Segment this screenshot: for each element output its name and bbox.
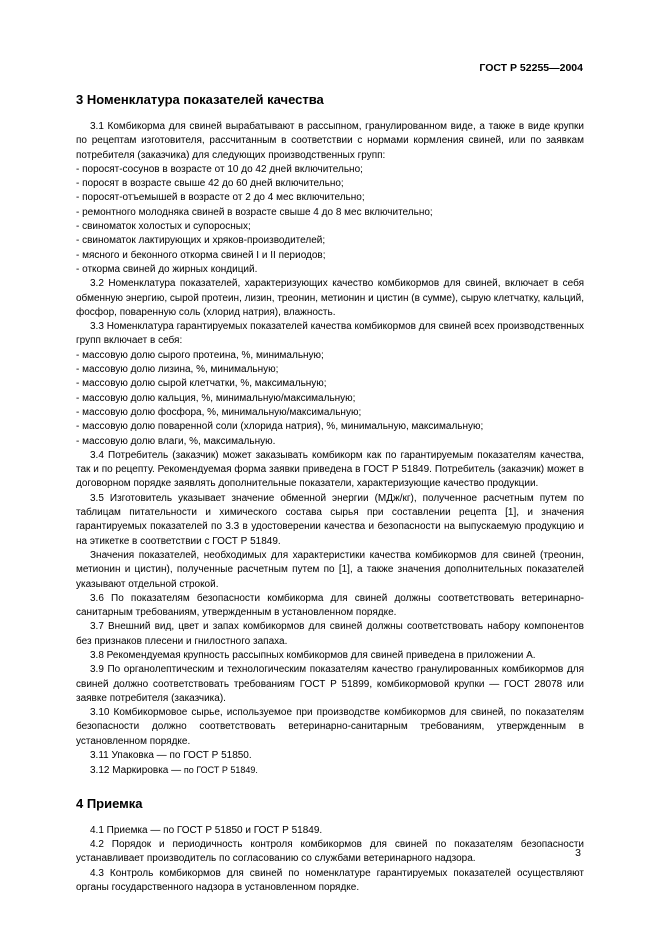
clause-3-9: 3.9 По органолептическим и технологическим показателям качество гранулированных комбикормов для свиней должно соответствовать требованиям ГОСТ Р 51899, комбикормовой крупки — ГОСТ 28078 или заявке потребителя (заказчика). bbox=[76, 664, 584, 704]
clause-4-1: 4.1 Приемка — по ГОСТ Р 51850 и ГОСТ Р 51849. bbox=[90, 824, 323, 836]
clause-3-5: 3.5 Изготовитель указывает значение обменной энергии (МДж/кг), полученное расчетным путем по таблицам питательности и химического состава сырья при составлении рецепта [1], и значения гарантируемых показателей по 3.3 в удостоверении качества и безопасности на выпускаемую продукцию и на этикетке в соответствии с ГОСТ Р 51849. bbox=[76, 492, 584, 547]
list-item: - свиноматок лактирующих и хряков-производителей; bbox=[76, 234, 584, 248]
clause-3-4: 3.4 Потребитель (заказчик) может заказывать комбикорм как по гарантируемым показателям качества, так и по рецепту. Рекомендуемая форма заявки приведена в ГОСТ Р 51849. Потребитель (заказчик) может в договорном порядке заявлять дополнительные показатели, характеризующие качество продукции. bbox=[76, 449, 584, 490]
clause-3-3: 3.3 Номенклатура гарантируемых показателей качества комбикормов для свиней всех производственных групп включает в себя: bbox=[76, 321, 584, 347]
clause-3-1: 3.1 Комбикорма для свиней вырабатывают в рассыпном, гранулированном виде, а также в виде крупки по рецептам изготовителя, рассчитанным в соответствии с нормами кормления свиней, или по заявкам потребителя (заказчика) для следующих производственных групп: bbox=[76, 121, 584, 161]
clause-3-8: 3.8 Рекомендуемая крупность рассыпных комбикормов для свиней приведена в приложении А. bbox=[90, 649, 536, 661]
list-item: - поросят-отъемышей в возрасте от 2 до 4 мес включительно; bbox=[76, 191, 584, 205]
list-item: - массовую долю влаги, %, максимальную. bbox=[76, 435, 584, 449]
list-item: - массовую долю сырого протеина, %, минимальную; bbox=[76, 349, 584, 363]
clause-values-note: Значения показателей, необходимых для характеристики качества комбикормов для свиней (треонин, метионин и цистин), полученные расчетным путем по [1], а также значения дополнительных показателей указывают отдельной строкой. bbox=[76, 549, 584, 590]
clause-3-12-label: 3.12 Маркировка — bbox=[90, 765, 182, 777]
section-4-heading: 4 Приемка bbox=[76, 795, 143, 811]
list-item: - свиноматок холостых и супоросных; bbox=[76, 220, 584, 234]
clause-3-12 bbox=[76, 763, 584, 778]
guaranteed-indicators-list bbox=[76, 349, 584, 449]
clause-3-10: 3.10 Комбикормовое сырье, используемое при производстве комбикормов для свиней, по показателям безопасности должно соответствовать ветеринарно-санитарным требованиям, утвержденным в установленном порядке. bbox=[76, 707, 584, 747]
clause-3-6: 3.6 По показателям безопасности комбикорма для свиней должны соответствовать ветеринарно-санитарным требованиям, утвержденным в установленном порядке. bbox=[76, 592, 584, 619]
document-body bbox=[76, 86, 584, 895]
list-item: - массовую долю сырой клетчатки, %, максимальную; bbox=[76, 377, 584, 391]
clause-3-11: 3.11 Упаковка — по ГОСТ Р 51850. bbox=[90, 750, 252, 762]
section-3-heading: 3 Номенклатура показателей качества bbox=[76, 92, 324, 107]
list-item: - поросят в возрасте свыше 42 до 60 дней включительно; bbox=[76, 177, 584, 191]
clause-3-2: 3.2 Номенклатура показателей, характеризующих качество комбикормов для свиней, включает в себя обменную энергию, сырой протеин, лизин, треонин, метионин и цистин (в сумме), сырую клетчатку, кальций, фосфор, поваренную соль (хлорид натрия), влажность. bbox=[76, 278, 584, 318]
list-item: - массовую долю лизина, %, минимальную; bbox=[76, 363, 584, 377]
list-item: - ремонтного молодняка свиней в возрасте свыше 4 до 8 мес включительно; bbox=[76, 206, 584, 220]
standard-designation: ГОСТ Р 52255—2004 bbox=[479, 62, 583, 74]
list-item: - массовую долю кальция, %, минимальную/максимальную; bbox=[76, 392, 584, 406]
list-item: - массовую долю фосфора, %, минимальную/максимальную; bbox=[76, 406, 584, 420]
page-number: 3 bbox=[575, 847, 581, 859]
production-groups-list bbox=[76, 163, 584, 277]
list-item: - мясного и беконного откорма свиней I и II периодов; bbox=[76, 249, 584, 263]
clause-4-3: 4.3 Контроль комбикормов для свиней по номенклатуре гарантируемых показателей осуществляют органы государственного надзора в установленном порядке. bbox=[76, 867, 584, 893]
clause-3-7: 3.7 Внешний вид, цвет и запах комбикормов для свиней должны соответствовать набору компонентов без признаков плесени и гнилостного запаха. bbox=[76, 621, 584, 647]
clause-3-12-reference: по ГОСТ Р 51849. bbox=[183, 765, 258, 776]
list-item: - откорма свиней до жирных кондиций. bbox=[76, 263, 584, 277]
list-item: - поросят-сосунов в возрасте от 10 до 42 дней включительно; bbox=[76, 163, 584, 177]
clause-4-2: 4.2 Порядок и периодичность контроля комбикормов для свиней по показателям безопасности устанавливает производитель по согласованию со службами ветеринарного надзора. bbox=[76, 838, 584, 865]
list-item: - массовую долю поваренной соли (хлорида натрия), %, минимальную, максимальную; bbox=[76, 420, 584, 434]
